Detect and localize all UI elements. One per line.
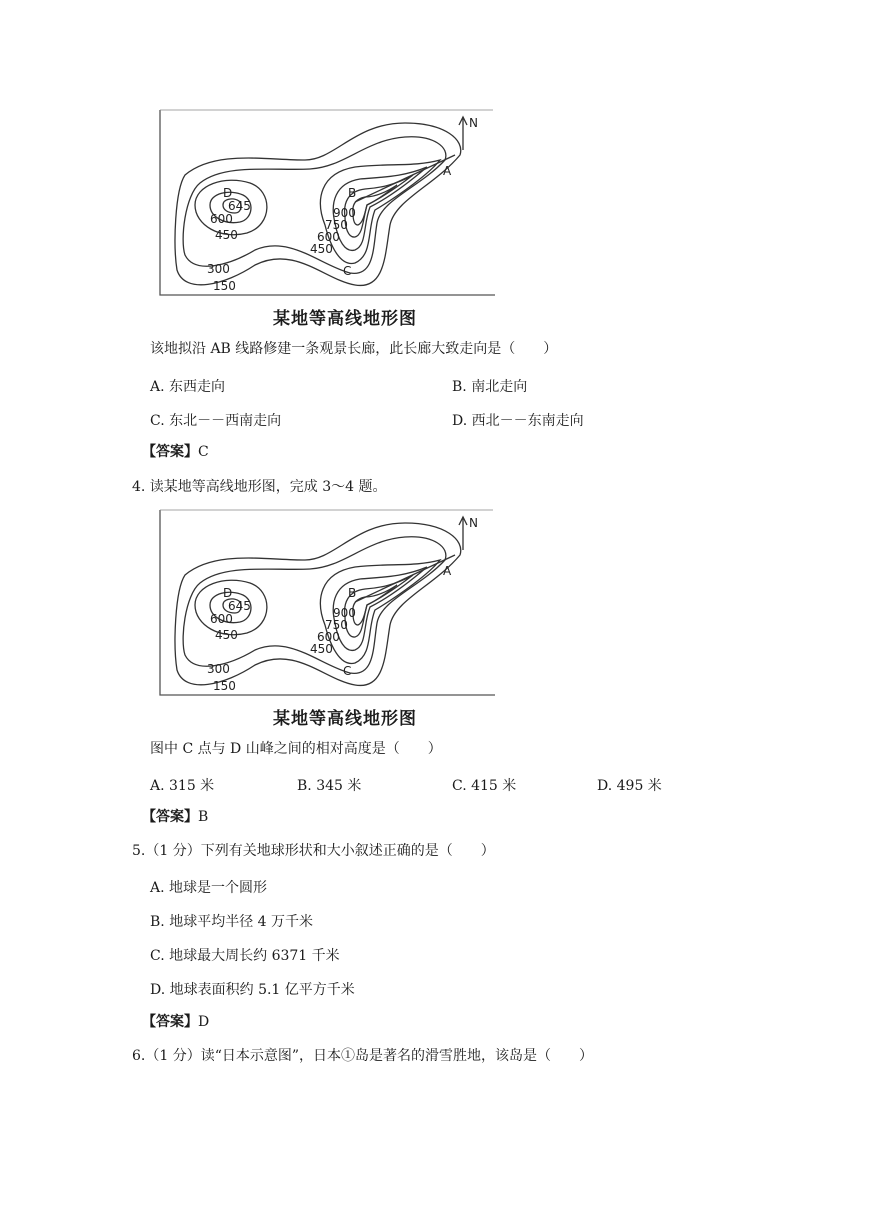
point-c-label: C <box>343 664 352 678</box>
q4-option-b: B. 345 米 <box>297 778 362 794</box>
q3-stem: 该地拟沿 AB 线路修建一条观景长廊，此长廊大致走向是（ ） <box>150 341 558 357</box>
contour-label: 750 <box>325 618 348 632</box>
contour-label: 150 <box>213 679 236 693</box>
q4-title: 4. 读某地等高线地形图，完成 3～4 题。 <box>132 479 387 495</box>
north-label: N <box>469 516 478 530</box>
contour-label: 450 <box>215 228 238 242</box>
point-b-label: B <box>348 186 357 200</box>
contour-label: 900 <box>333 206 356 220</box>
answer-value: B <box>198 809 209 825</box>
point-a-label: A <box>443 564 452 578</box>
figure-caption: 某地等高线地形图 <box>273 309 417 329</box>
q5-title: 5.（1 分）下列有关地球形状和大小叙述正确的是（ ） <box>132 843 495 859</box>
q5-option-c: C. 地球最大周长约 6371 千米 <box>150 948 340 964</box>
q4-option-c: C. 415 米 <box>452 778 517 794</box>
contour-label: 450 <box>310 642 333 656</box>
contour-map-figure-2 <box>155 505 500 729</box>
q5-answer <box>142 1013 209 1031</box>
contour-label: 450 <box>215 628 238 642</box>
q3-option-b: B. 南北走向 <box>452 379 528 395</box>
q6-title: 6.（1 分）读“日本示意图”，日本①岛是著名的滑雪胜地，该岛是（ ） <box>132 1048 594 1064</box>
point-d-label: D <box>223 186 233 200</box>
contour-label: 600 <box>317 630 340 644</box>
answer-prefix: 【答案】 <box>142 809 198 825</box>
contour-label: 900 <box>333 606 356 620</box>
q4-option-a: A. 315 米 <box>150 778 215 794</box>
contour-label: 600 <box>210 612 233 626</box>
q4-stem: 图中 C 点与 D 山峰之间的相对高度是（ ） <box>150 741 442 757</box>
q5-option-d: D. 地球表面积约 5.1 亿平方千米 <box>150 982 355 998</box>
contour-label: 600 <box>210 212 233 226</box>
q3-option-a: A. 东西走向 <box>150 379 226 395</box>
answer-prefix: 【答案】 <box>142 1014 198 1030</box>
contour-label: 750 <box>325 218 348 232</box>
contour-label: 645 <box>228 599 251 613</box>
point-d-label: D <box>223 586 233 600</box>
q3-answer <box>142 443 209 461</box>
q5-option-b: B. 地球平均半径 4 万千米 <box>150 914 313 930</box>
contour-label: 300 <box>207 662 230 676</box>
contour-map-1 <box>155 105 500 300</box>
answer-value: C <box>198 444 209 460</box>
q3-option-d: D. 西北－－东南走向 <box>452 413 584 429</box>
contour-map-2 <box>155 505 500 700</box>
north-label: N <box>469 116 478 130</box>
figure-caption: 某地等高线地形图 <box>273 709 417 729</box>
contour-label: 300 <box>207 262 230 276</box>
contour-label: 645 <box>228 199 251 213</box>
contour-label: 150 <box>213 279 236 293</box>
contour-map-figure-1 <box>155 105 500 329</box>
answer-prefix: 【答案】 <box>142 444 198 460</box>
point-b-label: B <box>348 586 357 600</box>
point-a-label: A <box>443 164 452 178</box>
contour-label: 600 <box>317 230 340 244</box>
q5-option-a: A. 地球是一个圆形 <box>150 880 268 896</box>
point-c-label: C <box>343 264 352 278</box>
q4-option-d: D. 495 米 <box>597 778 662 794</box>
q4-answer <box>142 808 208 826</box>
contour-label: 450 <box>310 242 333 256</box>
q3-option-c: C. 东北－－西南走向 <box>150 413 282 429</box>
answer-value: D <box>198 1014 210 1030</box>
